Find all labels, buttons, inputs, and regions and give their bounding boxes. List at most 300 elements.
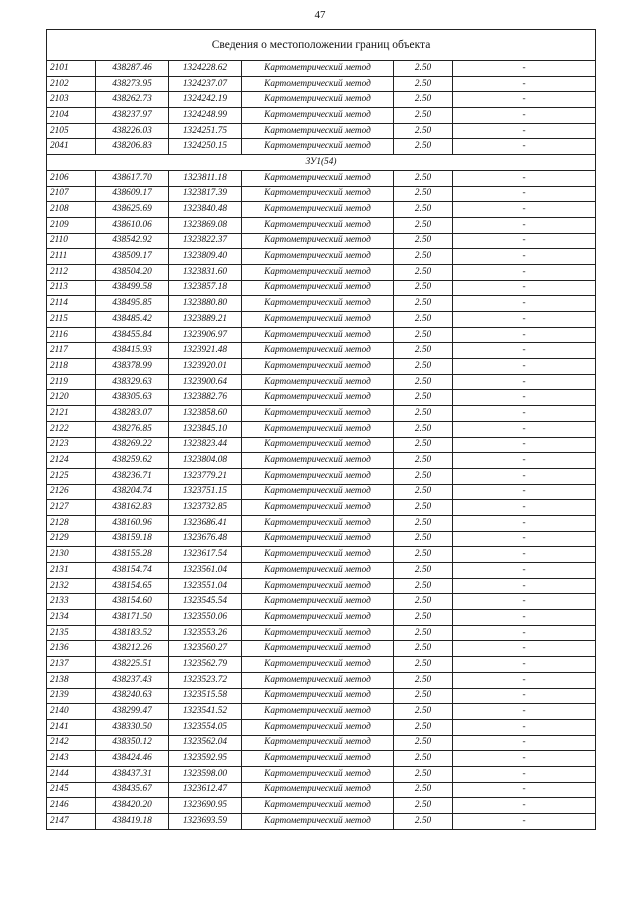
accuracy-cell: 2.50 (394, 798, 453, 814)
coord-y-cell: 1323690.95 (169, 798, 242, 814)
coord-y-cell: 1323562.04 (169, 735, 242, 751)
method-cell: Картометрический метод (242, 359, 394, 375)
point-number-cell: 2132 (47, 578, 96, 594)
coord-x-cell: 438154.74 (96, 563, 169, 579)
coord-y-cell: 1323906.97 (169, 327, 242, 343)
method-cell: Картометрический метод (242, 312, 394, 328)
description-cell: - (453, 484, 596, 500)
table-row (47, 547, 596, 563)
table-row (47, 296, 596, 312)
point-number-cell: 2136 (47, 641, 96, 657)
description-cell: - (453, 217, 596, 233)
table-row (47, 453, 596, 469)
description-cell: - (453, 264, 596, 280)
method-cell: Картометрический метод (242, 531, 394, 547)
point-number-cell: 2144 (47, 766, 96, 782)
method-cell: Картометрический метод (242, 814, 394, 830)
table-row (47, 327, 596, 343)
coord-x-cell: 438212.26 (96, 641, 169, 657)
accuracy-cell: 2.50 (394, 515, 453, 531)
accuracy-cell: 2.50 (394, 453, 453, 469)
method-cell: Картометрический метод (242, 500, 394, 516)
method-cell: Картометрический метод (242, 186, 394, 202)
accuracy-cell: 2.50 (394, 484, 453, 500)
coord-x-cell: 438226.03 (96, 123, 169, 139)
method-cell: Картометрический метод (242, 453, 394, 469)
method-cell: Картометрический метод (242, 704, 394, 720)
description-cell: - (453, 233, 596, 249)
description-cell: - (453, 296, 596, 312)
coord-y-cell: 1323541.52 (169, 704, 242, 720)
coord-x-cell: 438420.20 (96, 798, 169, 814)
table-row (47, 421, 596, 437)
description-cell: - (453, 359, 596, 375)
coord-y-cell: 1323560.27 (169, 641, 242, 657)
coord-y-cell: 1323858.60 (169, 406, 242, 422)
coord-x-cell: 438495.85 (96, 296, 169, 312)
coord-x-cell: 438330.50 (96, 719, 169, 735)
table-row (47, 139, 596, 155)
accuracy-cell: 2.50 (394, 92, 453, 108)
coord-y-cell: 1323598.00 (169, 766, 242, 782)
description-cell: - (453, 312, 596, 328)
method-cell: Картометрический метод (242, 139, 394, 155)
table-row (47, 500, 596, 516)
coord-y-cell: 1323550.06 (169, 610, 242, 626)
coord-x-cell: 438259.62 (96, 453, 169, 469)
method-cell: Картометрический метод (242, 515, 394, 531)
point-number-cell: 2119 (47, 374, 96, 390)
method-cell: Картометрический метод (242, 578, 394, 594)
table-row (47, 202, 596, 218)
accuracy-cell: 2.50 (394, 500, 453, 516)
accuracy-cell: 2.50 (394, 531, 453, 547)
table-row (47, 531, 596, 547)
coord-x-cell: 438329.63 (96, 374, 169, 390)
description-cell: - (453, 563, 596, 579)
table-row (47, 249, 596, 265)
coord-x-cell: 438415.93 (96, 343, 169, 359)
point-number-cell: 2137 (47, 657, 96, 673)
method-cell: Картометрический метод (242, 249, 394, 265)
point-number-cell: 2141 (47, 719, 96, 735)
table-row (47, 92, 596, 108)
description-cell: - (453, 249, 596, 265)
table-row (47, 406, 596, 422)
description-cell: - (453, 641, 596, 657)
coord-x-cell: 438160.96 (96, 515, 169, 531)
table-row (47, 484, 596, 500)
description-cell: - (453, 202, 596, 218)
coord-x-cell: 438419.18 (96, 814, 169, 830)
coord-y-cell: 1324237.07 (169, 76, 242, 92)
accuracy-cell: 2.50 (394, 814, 453, 830)
coord-x-cell: 438305.63 (96, 390, 169, 406)
coord-y-cell: 1323551.04 (169, 578, 242, 594)
accuracy-cell: 2.50 (394, 170, 453, 186)
coord-y-cell: 1323515.58 (169, 688, 242, 704)
coord-y-cell: 1323553.26 (169, 625, 242, 641)
table-row (47, 766, 596, 782)
point-number-cell: 2120 (47, 390, 96, 406)
method-cell: Картометрический метод (242, 798, 394, 814)
table-row (47, 108, 596, 124)
coord-y-cell: 1323809.40 (169, 249, 242, 265)
accuracy-cell: 2.50 (394, 688, 453, 704)
table-row (47, 782, 596, 798)
table-row (47, 343, 596, 359)
point-number-cell: 2116 (47, 327, 96, 343)
coord-y-cell: 1324248.99 (169, 108, 242, 124)
method-cell: Картометрический метод (242, 719, 394, 735)
description-cell: - (453, 704, 596, 720)
coord-x-cell: 438237.43 (96, 672, 169, 688)
coord-y-cell: 1323804.08 (169, 453, 242, 469)
table-row (47, 76, 596, 92)
coord-y-cell: 1323880.80 (169, 296, 242, 312)
method-cell: Картометрический метод (242, 343, 394, 359)
point-number-cell: 2104 (47, 108, 96, 124)
accuracy-cell: 2.50 (394, 343, 453, 359)
coord-y-cell: 1323686.41 (169, 515, 242, 531)
method-cell: Картометрический метод (242, 563, 394, 579)
table-row (47, 264, 596, 280)
coord-x-cell: 438237.97 (96, 108, 169, 124)
method-cell: Картометрический метод (242, 657, 394, 673)
accuracy-cell: 2.50 (394, 563, 453, 579)
table-title-row (47, 30, 596, 61)
point-number-cell: 2128 (47, 515, 96, 531)
coord-x-cell: 438617.70 (96, 170, 169, 186)
accuracy-cell: 2.50 (394, 233, 453, 249)
table-row (47, 578, 596, 594)
point-number-cell: 2125 (47, 468, 96, 484)
description-cell: - (453, 515, 596, 531)
coord-y-cell: 1323562.79 (169, 657, 242, 673)
point-number-cell: 2131 (47, 563, 96, 579)
table-row (47, 798, 596, 814)
accuracy-cell: 2.50 (394, 578, 453, 594)
table-title: Сведения о местоположении границ объекта (47, 30, 596, 61)
table-row (47, 186, 596, 202)
point-number-cell: 2111 (47, 249, 96, 265)
coord-x-cell: 438350.12 (96, 735, 169, 751)
point-number-cell: 2114 (47, 296, 96, 312)
table-row (47, 657, 596, 673)
accuracy-cell: 2.50 (394, 327, 453, 343)
table-row (47, 233, 596, 249)
description-cell: - (453, 531, 596, 547)
method-cell: Картометрический метод (242, 547, 394, 563)
method-cell: Картометрический метод (242, 625, 394, 641)
accuracy-cell: 2.50 (394, 421, 453, 437)
method-cell: Картометрический метод (242, 108, 394, 124)
method-cell: Картометрический метод (242, 123, 394, 139)
coord-x-cell: 438183.52 (96, 625, 169, 641)
table-row (47, 468, 596, 484)
description-cell: - (453, 814, 596, 830)
coord-y-cell: 1323889.21 (169, 312, 242, 328)
point-number-cell: 2117 (47, 343, 96, 359)
coord-y-cell: 1323840.48 (169, 202, 242, 218)
table-row (47, 437, 596, 453)
description-cell: - (453, 468, 596, 484)
description-cell: - (453, 139, 596, 155)
accuracy-cell: 2.50 (394, 296, 453, 312)
point-number-cell: 2121 (47, 406, 96, 422)
method-cell: Картометрический метод (242, 296, 394, 312)
accuracy-cell: 2.50 (394, 217, 453, 233)
method-cell: Картометрический метод (242, 735, 394, 751)
accuracy-cell: 2.50 (394, 625, 453, 641)
coord-x-cell: 438610.06 (96, 217, 169, 233)
accuracy-cell: 2.50 (394, 437, 453, 453)
section-title: ЗУ1(54) (47, 155, 596, 171)
table-row (47, 61, 596, 77)
point-number-cell: 2129 (47, 531, 96, 547)
method-cell: Картометрический метод (242, 610, 394, 626)
coord-x-cell: 438455.84 (96, 327, 169, 343)
coord-y-cell: 1323921.48 (169, 343, 242, 359)
accuracy-cell: 2.50 (394, 610, 453, 626)
coord-x-cell: 438276.85 (96, 421, 169, 437)
point-number-cell: 2124 (47, 453, 96, 469)
accuracy-cell: 2.50 (394, 782, 453, 798)
accuracy-cell: 2.50 (394, 641, 453, 657)
description-cell: - (453, 594, 596, 610)
method-cell: Картометрический метод (242, 688, 394, 704)
coord-y-cell: 1323882.76 (169, 390, 242, 406)
point-number-cell: 2113 (47, 280, 96, 296)
description-cell: - (453, 782, 596, 798)
point-number-cell: 2103 (47, 92, 96, 108)
description-cell: - (453, 766, 596, 782)
coord-x-cell: 438171.50 (96, 610, 169, 626)
description-cell: - (453, 672, 596, 688)
description-cell: - (453, 76, 596, 92)
coord-x-cell: 438609.17 (96, 186, 169, 202)
method-cell: Картометрический метод (242, 202, 394, 218)
table-row (47, 312, 596, 328)
coord-y-cell: 1324242.19 (169, 92, 242, 108)
table-row (47, 515, 596, 531)
method-cell: Картометрический метод (242, 280, 394, 296)
coord-x-cell: 438262.73 (96, 92, 169, 108)
coord-y-cell: 1323900.64 (169, 374, 242, 390)
accuracy-cell: 2.50 (394, 108, 453, 124)
point-number-cell: 2110 (47, 233, 96, 249)
point-number-cell: 2101 (47, 61, 96, 77)
point-number-cell: 2127 (47, 500, 96, 516)
point-number-cell: 2108 (47, 202, 96, 218)
table-row (47, 610, 596, 626)
point-number-cell: 2123 (47, 437, 96, 453)
coord-x-cell: 438542.92 (96, 233, 169, 249)
point-number-cell: 2140 (47, 704, 96, 720)
point-number-cell: 2102 (47, 76, 96, 92)
point-number-cell: 2135 (47, 625, 96, 641)
coord-x-cell: 438225.51 (96, 657, 169, 673)
point-number-cell: 2147 (47, 814, 96, 830)
coord-y-cell: 1323676.48 (169, 531, 242, 547)
description-cell: - (453, 688, 596, 704)
table-row (47, 735, 596, 751)
description-cell: - (453, 61, 596, 77)
point-number-cell: 2138 (47, 672, 96, 688)
coord-y-cell: 1323554.05 (169, 719, 242, 735)
accuracy-cell: 2.50 (394, 704, 453, 720)
description-cell: - (453, 170, 596, 186)
coord-x-cell: 438154.60 (96, 594, 169, 610)
coord-x-cell: 438299.47 (96, 704, 169, 720)
accuracy-cell: 2.50 (394, 123, 453, 139)
method-cell: Картометрический метод (242, 264, 394, 280)
table-row (47, 688, 596, 704)
method-cell: Картометрический метод (242, 672, 394, 688)
description-cell: - (453, 280, 596, 296)
description-cell: - (453, 719, 596, 735)
accuracy-cell: 2.50 (394, 672, 453, 688)
coord-x-cell: 438154.65 (96, 578, 169, 594)
coord-y-cell: 1323857.18 (169, 280, 242, 296)
coord-x-cell: 438499.58 (96, 280, 169, 296)
coord-x-cell: 438269.22 (96, 437, 169, 453)
method-cell: Картометрический метод (242, 406, 394, 422)
method-cell: Картометрический метод (242, 92, 394, 108)
section-row (47, 155, 596, 171)
coord-y-cell: 1323592.95 (169, 751, 242, 767)
description-cell: - (453, 798, 596, 814)
table-row (47, 217, 596, 233)
description-cell: - (453, 390, 596, 406)
point-number-cell: 2109 (47, 217, 96, 233)
point-number-cell: 2105 (47, 123, 96, 139)
method-cell: Картометрический метод (242, 484, 394, 500)
point-number-cell: 2122 (47, 421, 96, 437)
coord-y-cell: 1323561.04 (169, 563, 242, 579)
coord-y-cell: 1323920.01 (169, 359, 242, 375)
method-cell: Картометрический метод (242, 233, 394, 249)
table-row (47, 170, 596, 186)
point-number-cell: 2139 (47, 688, 96, 704)
coord-x-cell: 438435.67 (96, 782, 169, 798)
coord-x-cell: 438485.42 (96, 312, 169, 328)
table-row (47, 625, 596, 641)
table-row (47, 751, 596, 767)
accuracy-cell: 2.50 (394, 202, 453, 218)
description-cell: - (453, 735, 596, 751)
coord-y-cell: 1323751.15 (169, 484, 242, 500)
method-cell: Картометрический метод (242, 437, 394, 453)
table-row (47, 123, 596, 139)
description-cell: - (453, 500, 596, 516)
accuracy-cell: 2.50 (394, 390, 453, 406)
table-row (47, 814, 596, 830)
method-cell: Картометрический метод (242, 61, 394, 77)
accuracy-cell: 2.50 (394, 719, 453, 735)
coord-y-cell: 1323822.37 (169, 233, 242, 249)
coord-y-cell: 1323831.60 (169, 264, 242, 280)
accuracy-cell: 2.50 (394, 280, 453, 296)
method-cell: Картометрический метод (242, 217, 394, 233)
accuracy-cell: 2.50 (394, 312, 453, 328)
coord-x-cell: 438206.83 (96, 139, 169, 155)
table-row (47, 594, 596, 610)
accuracy-cell: 2.50 (394, 139, 453, 155)
point-number-cell: 2146 (47, 798, 96, 814)
table-row (47, 672, 596, 688)
coord-y-cell: 1323545.54 (169, 594, 242, 610)
description-cell: - (453, 327, 596, 343)
description-cell: - (453, 108, 596, 124)
method-cell: Картометрический метод (242, 641, 394, 657)
description-cell: - (453, 123, 596, 139)
accuracy-cell: 2.50 (394, 468, 453, 484)
point-number-cell: 2115 (47, 312, 96, 328)
table-row (47, 704, 596, 720)
table-row (47, 359, 596, 375)
coord-x-cell: 438236.71 (96, 468, 169, 484)
accuracy-cell: 2.50 (394, 186, 453, 202)
accuracy-cell: 2.50 (394, 547, 453, 563)
accuracy-cell: 2.50 (394, 766, 453, 782)
coord-x-cell: 438204.74 (96, 484, 169, 500)
point-number-cell: 2041 (47, 139, 96, 155)
point-number-cell: 2112 (47, 264, 96, 280)
point-number-cell: 2133 (47, 594, 96, 610)
table-row (47, 719, 596, 735)
accuracy-cell: 2.50 (394, 61, 453, 77)
point-number-cell: 2107 (47, 186, 96, 202)
point-number-cell: 2130 (47, 547, 96, 563)
coord-y-cell: 1323617.54 (169, 547, 242, 563)
description-cell: - (453, 92, 596, 108)
coord-y-cell: 1323845.10 (169, 421, 242, 437)
coord-y-cell: 1323693.59 (169, 814, 242, 830)
method-cell: Картометрический метод (242, 170, 394, 186)
coord-y-cell: 1323869.08 (169, 217, 242, 233)
point-number-cell: 2106 (47, 170, 96, 186)
method-cell: Картометрический метод (242, 390, 394, 406)
method-cell: Картометрический метод (242, 594, 394, 610)
description-cell: - (453, 343, 596, 359)
table-row (47, 280, 596, 296)
coord-x-cell: 438378.99 (96, 359, 169, 375)
coord-x-cell: 438287.46 (96, 61, 169, 77)
table-row (47, 563, 596, 579)
point-number-cell: 2142 (47, 735, 96, 751)
coord-y-cell: 1323811.18 (169, 170, 242, 186)
coord-x-cell: 438424.46 (96, 751, 169, 767)
coord-y-cell: 1323523.72 (169, 672, 242, 688)
coord-x-cell: 438155.28 (96, 547, 169, 563)
method-cell: Картометрический метод (242, 327, 394, 343)
accuracy-cell: 2.50 (394, 657, 453, 673)
accuracy-cell: 2.50 (394, 735, 453, 751)
description-cell: - (453, 186, 596, 202)
description-cell: - (453, 421, 596, 437)
accuracy-cell: 2.50 (394, 751, 453, 767)
method-cell: Картометрический метод (242, 782, 394, 798)
description-cell: - (453, 406, 596, 422)
coord-x-cell: 438509.17 (96, 249, 169, 265)
description-cell: - (453, 625, 596, 641)
method-cell: Картометрический метод (242, 421, 394, 437)
coord-x-cell: 438159.18 (96, 531, 169, 547)
coord-x-cell: 438273.95 (96, 76, 169, 92)
table-row (47, 641, 596, 657)
accuracy-cell: 2.50 (394, 76, 453, 92)
